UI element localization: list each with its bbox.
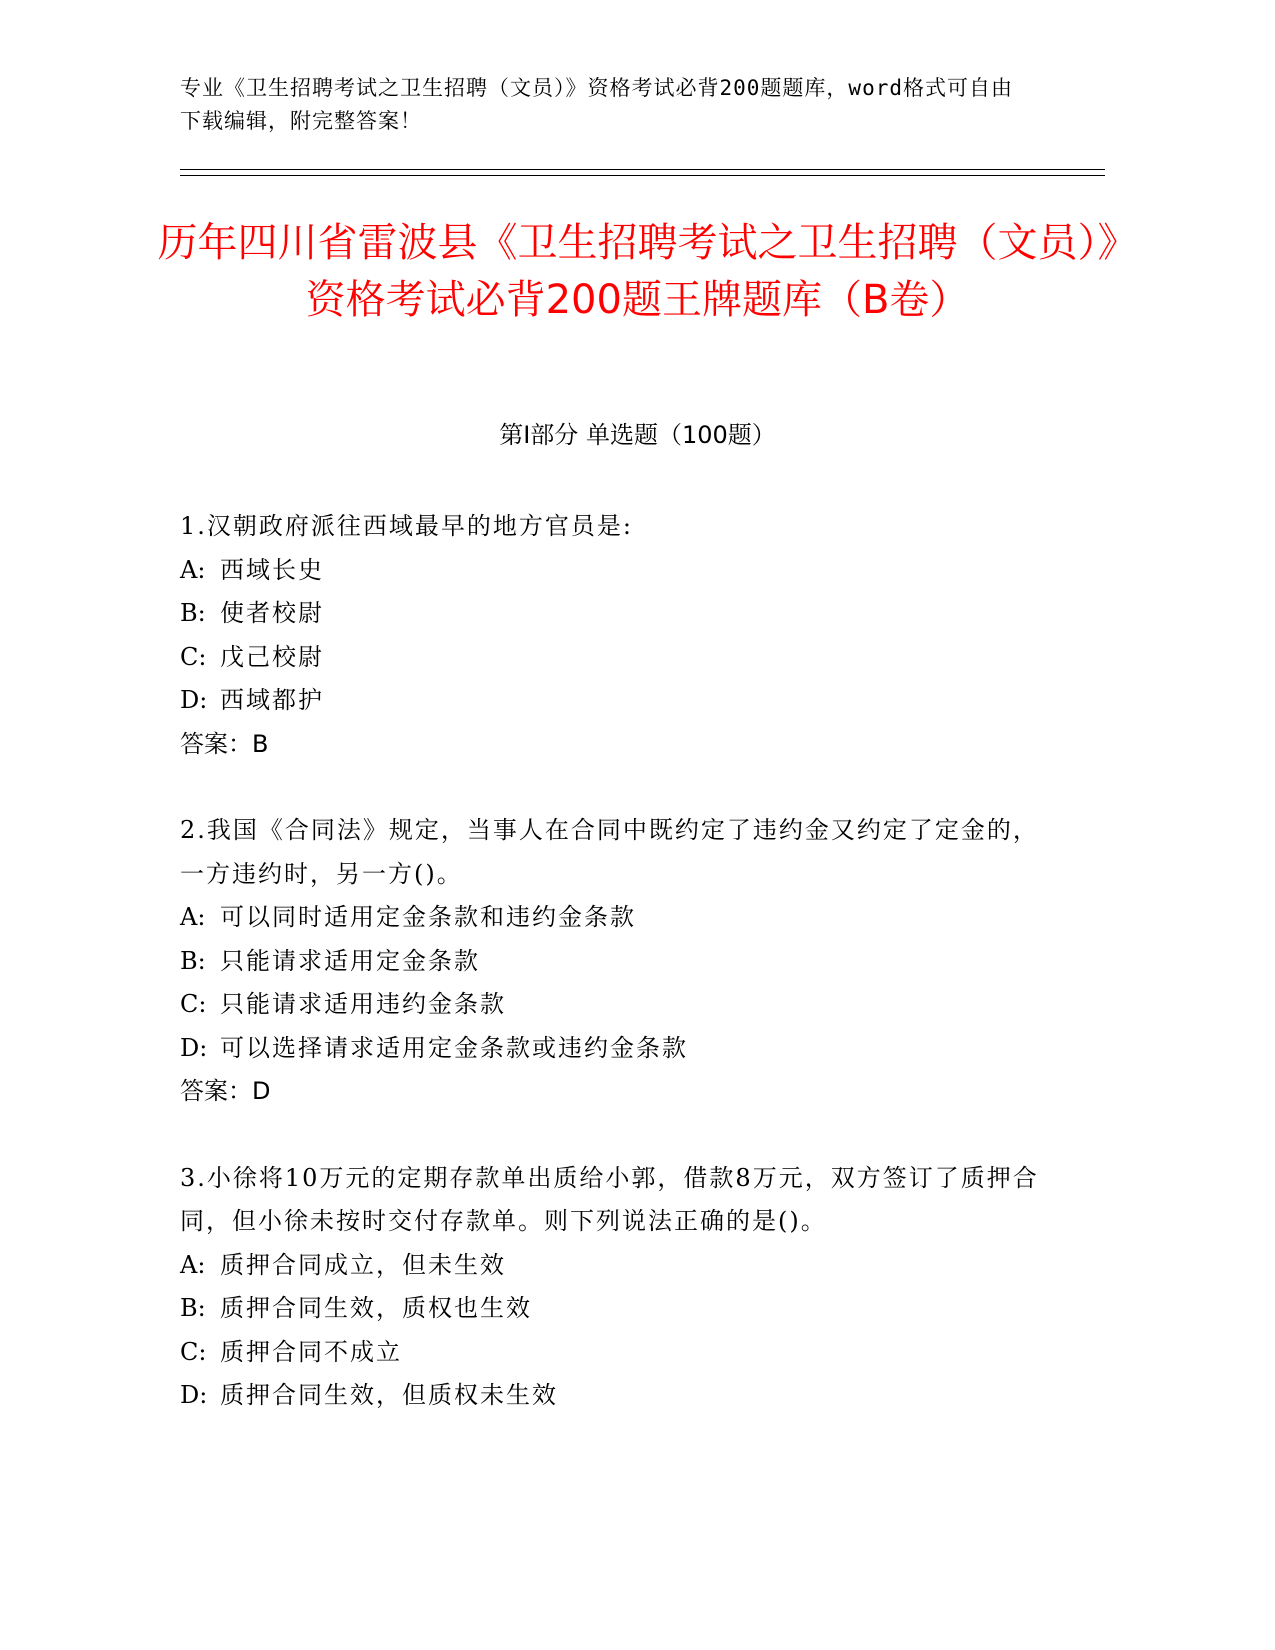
option-a	[180, 1244, 1040, 1288]
option-letter: C:	[180, 1337, 207, 1366]
question-text: 1.汉朝政府派往西域最早的地方官员是:	[180, 512, 633, 540]
option-text: 只能请求适用定金条款	[220, 946, 480, 975]
option-a	[180, 549, 1040, 593]
option-text: 使者校尉	[220, 599, 324, 627]
header-divider-bottom	[180, 175, 1105, 176]
option-c	[180, 636, 1040, 680]
option-text: 质押合同生效，质权也生效	[220, 1294, 532, 1322]
option-d	[180, 1027, 1040, 1071]
answer-line	[180, 1070, 1040, 1114]
option-text: 西域都护	[220, 686, 324, 714]
question-3	[180, 1157, 1040, 1418]
document-title: 历年四川省雷波县《卫生招聘考试之卫生招聘（文员）》资格考试必背200题王牌题库（B卷）	[157, 220, 1118, 323]
option-letter: A:	[180, 555, 206, 584]
option-letter: D:	[180, 686, 208, 714]
option-letter: B:	[180, 946, 206, 975]
question-text: 3.小徐将10万元的定期存款单出质给小郭，借款8万元，双方签订了质押合同，但小徐未按时交付存款单。则下列说法正确的是()。	[180, 1163, 1039, 1235]
option-letter: C:	[180, 990, 207, 1018]
option-text: 质押合同不成立	[220, 1337, 402, 1366]
header-divider-top	[180, 169, 1105, 170]
option-text: 戊己校尉	[220, 642, 324, 671]
option-text: 质押合同生效，但质权未生效	[220, 1381, 558, 1409]
option-letter: A:	[180, 1250, 206, 1279]
option-letter: D:	[180, 1381, 208, 1409]
option-letter: B:	[180, 599, 206, 627]
option-b	[180, 592, 1040, 636]
option-text: 西域长史	[220, 555, 324, 584]
option-text: 质押合同成立，但未生效	[220, 1250, 506, 1279]
header-notice: 专业《卫生招聘考试之卫生招聘（文员）》资格考试必背200题题库，word格式可自由下载编辑，附完整答案！	[180, 76, 1013, 133]
answer-value: D	[252, 1077, 271, 1105]
option-b	[180, 940, 1040, 984]
option-text: 可以同时适用定金条款和违约金条款	[220, 903, 636, 931]
option-c	[180, 1331, 1040, 1375]
answer-line	[180, 723, 1040, 767]
question-list	[180, 505, 1040, 1461]
answer-label: 答案：	[180, 729, 252, 758]
answer-label: 答案：	[180, 1077, 252, 1105]
option-letter: C:	[180, 642, 207, 671]
option-letter: D:	[180, 1033, 208, 1062]
question-text: 2.我国《合同法》规定，当事人在合同中既约定了违约金又约定了定金的，一方违约时，另一方()。	[180, 816, 1039, 888]
question-2	[180, 809, 1040, 1114]
option-a	[180, 896, 1040, 940]
option-b	[180, 1287, 1040, 1331]
option-text: 只能请求适用违约金条款	[220, 990, 506, 1018]
option-text: 可以选择请求适用定金条款或违约金条款	[220, 1033, 688, 1062]
option-c	[180, 983, 1040, 1027]
section-title: 第I部分 单选题（100题）	[499, 421, 776, 449]
answer-value: B	[252, 729, 269, 758]
option-letter: A:	[180, 903, 206, 931]
option-d	[180, 1374, 1040, 1418]
option-letter: B:	[180, 1294, 206, 1322]
question-1	[180, 505, 1040, 766]
option-d	[180, 679, 1040, 723]
